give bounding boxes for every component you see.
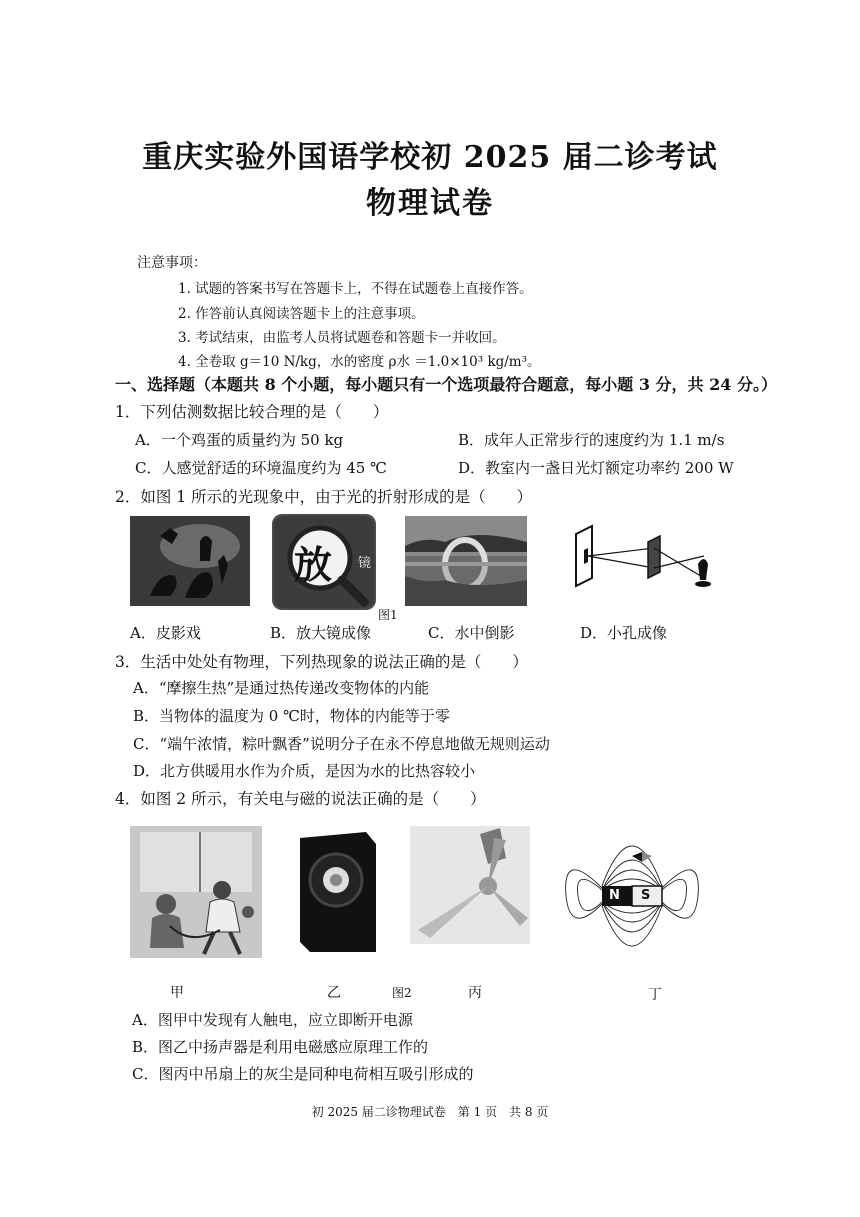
- q4-option-c: C．图丙中吊扇上的灰尘是同种电荷相互吸引形成的: [132, 1065, 474, 1083]
- note-item-2: 2. 作答前认真阅读答题卡上的注意事项。: [178, 306, 425, 322]
- figure-2-label-yi: 乙: [327, 985, 341, 1001]
- water-reflection-image: [405, 516, 527, 606]
- section-heading: 一、选择题（本题共 8 个小题，每小题只有一个选项最符合题意，每小题 3 分，共 24 分。）: [115, 375, 777, 394]
- figure-2-label-jia: 甲: [170, 985, 184, 1001]
- q1-option-a: A．一个鸡蛋的质量约为 50 kg: [135, 431, 344, 449]
- ceiling-fan-image: [410, 826, 530, 944]
- q3-option-a: A．“摩擦生热”是通过热传递改变物体的内能: [133, 679, 430, 697]
- speaker-image: [296, 830, 380, 954]
- notes-heading: 注意事项：: [137, 255, 207, 271]
- q3-option-b: B．当物体的温度为 0 ℃时，物体的内能等于零: [133, 707, 450, 725]
- magnet-s-label: S: [641, 888, 651, 903]
- figure-1-caption: 图1: [378, 608, 398, 622]
- electric-shock-image: [130, 826, 262, 958]
- question-4-stem: 4．如图 2 所示，有关电与磁的说法正确的是（ ）: [115, 790, 486, 808]
- question-1-stem: 1．下列估测数据比较合理的是（ ）: [115, 403, 389, 421]
- note-item-4: 4. 全卷取 g＝10 N/kg，水的密度 ρ水 ＝1.0×10³ kg/m³。: [178, 354, 541, 370]
- q2-option-b: B．放大镜成像: [270, 624, 372, 642]
- magnet-field-image: [562, 826, 702, 966]
- question-3-stem: 3．生活中处处有物理，下列热现象的说法正确的是（ ）: [115, 653, 528, 671]
- magnifier-char: 放: [294, 542, 333, 587]
- q4-option-b: B．图乙中扬声器是利用电磁感应原理工作的: [132, 1038, 429, 1056]
- magnet-n-label: N: [609, 888, 620, 903]
- q1-option-c: C．人感觉舒适的环境温度约为 45 ℃: [135, 459, 387, 477]
- note-item-3: 3. 考试结束，由监考人员将试题卷和答题卡一并收回。: [178, 330, 506, 346]
- shadow-play-image: [130, 516, 250, 606]
- q2-option-c: C．水中倒影: [428, 624, 515, 642]
- q2-option-d: D．小孔成像: [580, 624, 668, 642]
- magnifier-char-small: 镜: [358, 556, 372, 571]
- exam-subtitle: 物理试卷: [366, 186, 494, 221]
- exam-title: 重庆实验外国语学校初 2025 届二诊考试: [142, 140, 718, 175]
- page-footer: 初 2025 届二诊物理试卷 第 1 页 共 8 页: [311, 1105, 549, 1119]
- q1-option-b: B．成年人正常步行的速度约为 1.1 m/s: [458, 431, 725, 449]
- pinhole-image: [568, 520, 718, 602]
- question-2-stem: 2．如图 1 所示的光现象中，由于光的折射形成的是（ ）: [115, 488, 533, 506]
- q2-option-a: A．皮影戏: [130, 624, 201, 642]
- note-item-1: 1. 试题的答案书写在答题卡上，不得在试题卷上直接作答。: [178, 281, 533, 297]
- figure-2-caption: 图2: [392, 986, 412, 1000]
- q1-option-d: D．教室内一盏日光灯额定功率约 200 W: [458, 459, 734, 477]
- magnifier-image: [272, 514, 376, 610]
- q3-option-d: D．北方供暖用水作为介质，是因为水的比热容较小: [133, 762, 476, 780]
- figure-2-label-ding: 丁: [648, 987, 662, 1003]
- q4-option-a: A．图甲中发现有人触电，应立即断开电源: [132, 1011, 413, 1029]
- figure-2-label-bing: 丙: [468, 985, 482, 1001]
- q3-option-c: C．“端午浓情，粽叶飘香”说明分子在永不停息地做无规则运动: [133, 735, 550, 753]
